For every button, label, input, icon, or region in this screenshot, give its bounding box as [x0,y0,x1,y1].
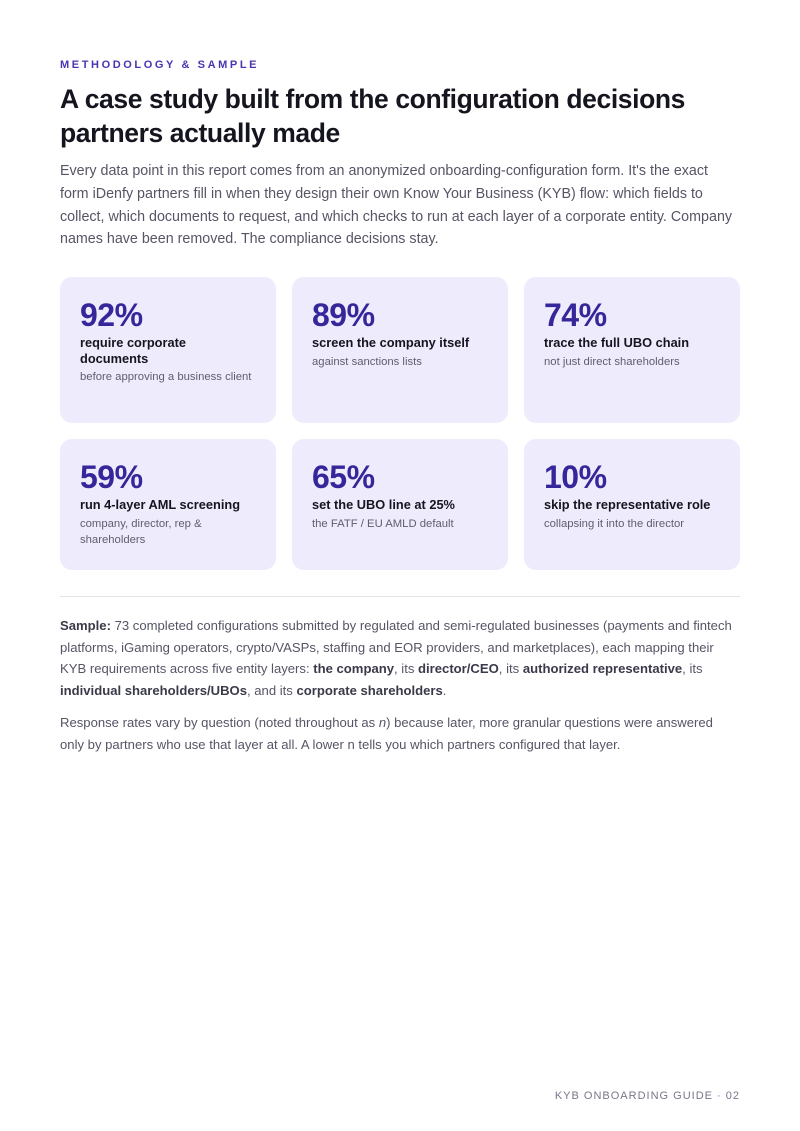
stat-value: 65% [312,459,375,495]
stat-value: 59% [80,459,143,495]
stat-label: require corporate documents [80,335,186,366]
stat-card [60,439,276,570]
sample-text: , and its [247,682,297,698]
stat-label: skip the representative role [544,497,711,512]
stat-card [60,277,276,423]
stat-value: 89% [312,297,375,333]
sample-text: , its [498,661,523,677]
stat-label: run 4-layer AML screening [80,497,241,512]
n-variable: n [378,715,387,730]
sample-text: 73 completed configurations submitted by regulated and semi-regulated businesses (payments and fintech platforms, iGaming operators, crypto/VASPs, staffing and EOR providers, and marketplaces), each mapping their KYB requirements across five entity layers: [60,618,732,677]
stat-card [524,277,740,423]
stat-value: 92% [80,297,143,333]
section-eyebrow: METHODOLOGY & SAMPLE [60,59,260,71]
page-title: A case study built from the configuration decisions partners actually made [60,84,686,148]
sample-text: . [442,682,447,698]
intro-paragraph: Every data point in this report comes from an anonymized onboarding-configuration form. It's the exact form iDenfy partners fill in when they design their own Know Your Business (KYB) flow: which fields to collect, which documents to request, and which checks to run at each layer of a corporate entity. Company names have been removed. The compliance decisions stay. [60,163,733,248]
stat-value: 74% [544,297,607,333]
stat-label: screen the company itself [312,335,470,350]
page-footer: KYB ONBOARDING GUIDE · 02 [554,1090,740,1102]
stat-sublabel: the FATF / EU AMLD default [312,517,454,530]
stat-label: set the UBO line at 25% [312,497,455,512]
stat-card [292,277,508,423]
sample-lead: Sample: [60,618,111,633]
stat-card [524,439,740,570]
section-divider [60,596,740,597]
layer-corporate-shareholders: corporate shareholders [296,682,443,698]
stat-sublabel: before approving a business client [80,371,252,383]
stat-sublabel: collapsing it into the director [544,517,685,530]
sample-paragraph [60,615,740,701]
rates-text: Response rates vary by question (noted throughout as [60,715,379,730]
stat-label: trace the full UBO chain [544,335,690,350]
response-rates-paragraph [60,712,740,755]
stat-sublabel: against sanctions lists [312,355,422,368]
stat-card [292,439,508,570]
stat-value: 10% [544,459,607,495]
layer-company: the company [313,661,395,677]
stat-sublabel: company, director, rep & shareholders [80,517,202,546]
sample-text: , its [682,661,703,677]
layer-representative: authorized representative [522,661,683,677]
layer-individual-shareholders: individual shareholders/UBOs [60,682,247,698]
stat-sublabel: not just direct shareholders [544,355,680,368]
rates-text: ) because later, more granular questions were answered only by partners who use that layer at all. A lower n tells you which partners configured that layer. [60,715,713,752]
layer-director: director/CEO [418,661,499,677]
sample-text: , its [394,661,419,677]
